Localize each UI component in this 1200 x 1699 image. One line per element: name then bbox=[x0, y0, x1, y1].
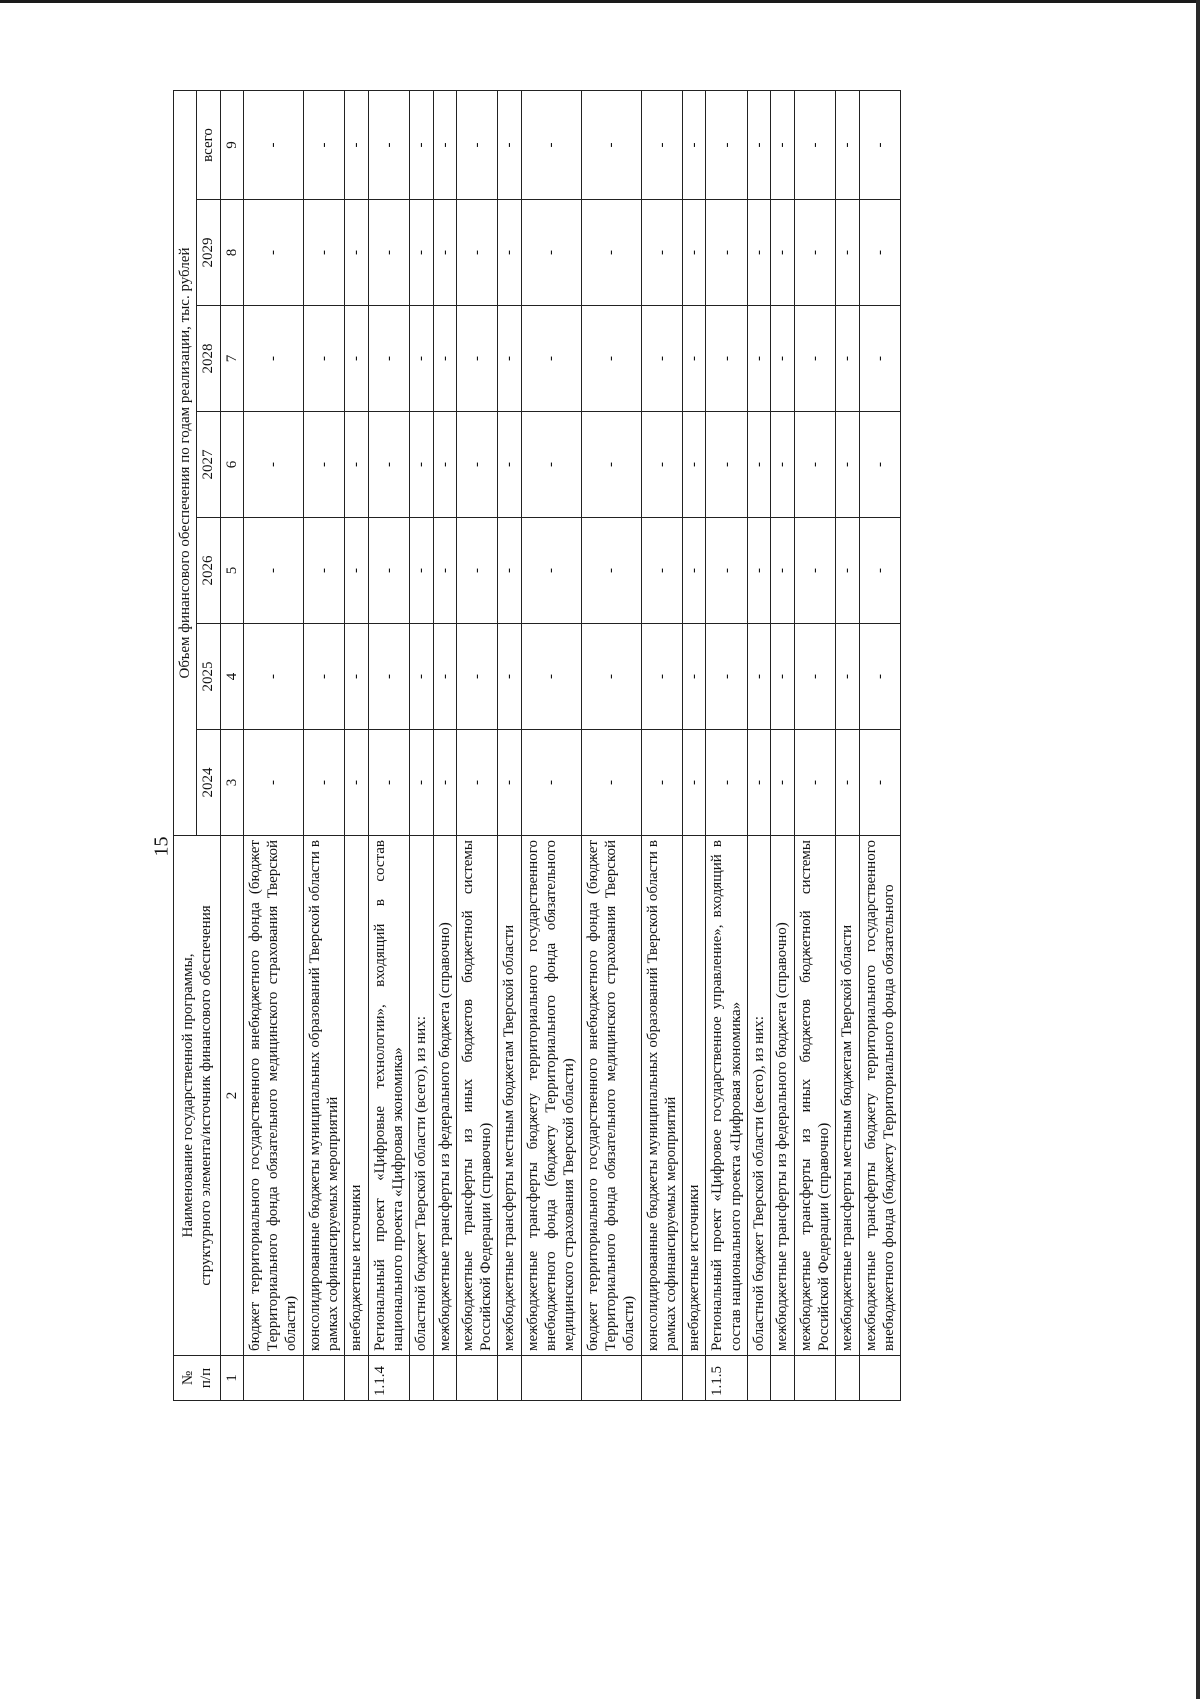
row-value: - bbox=[641, 624, 683, 730]
row-value: - bbox=[748, 306, 771, 412]
row-number bbox=[794, 1356, 836, 1401]
row-number bbox=[859, 1356, 901, 1401]
row-value: - bbox=[456, 200, 498, 306]
row-value: - bbox=[410, 412, 433, 518]
row-value: - bbox=[243, 91, 303, 200]
row-value: - bbox=[836, 730, 859, 836]
row-number bbox=[456, 1356, 498, 1401]
table-row bbox=[433, 91, 456, 1401]
table-row bbox=[641, 91, 683, 1401]
row-value: - bbox=[433, 412, 456, 518]
row-name: внебюджетные источники bbox=[345, 836, 368, 1356]
table-row bbox=[683, 91, 706, 1401]
row-value: - bbox=[456, 518, 498, 624]
row-number bbox=[410, 1356, 433, 1401]
row-value: - bbox=[521, 91, 581, 200]
row-value: - bbox=[410, 624, 433, 730]
row-value: - bbox=[433, 200, 456, 306]
row-number bbox=[303, 1356, 345, 1401]
row-value: - bbox=[683, 306, 706, 412]
row-value: - bbox=[243, 624, 303, 730]
row-value: - bbox=[581, 91, 641, 200]
row-value: - bbox=[243, 200, 303, 306]
row-number bbox=[345, 1356, 368, 1401]
row-value: - bbox=[456, 730, 498, 836]
row-value: - bbox=[581, 624, 641, 730]
financing-table bbox=[173, 90, 901, 1401]
row-value: - bbox=[456, 91, 498, 200]
row-value: - bbox=[581, 730, 641, 836]
row-value: - bbox=[794, 412, 836, 518]
row-value: - bbox=[771, 624, 794, 730]
row-value: - bbox=[368, 91, 410, 200]
row-value: - bbox=[345, 91, 368, 200]
row-value: - bbox=[683, 200, 706, 306]
row-value: - bbox=[706, 730, 748, 836]
row-value: - bbox=[794, 624, 836, 730]
row-value: - bbox=[859, 624, 901, 730]
row-value: - bbox=[243, 306, 303, 412]
row-number bbox=[683, 1356, 706, 1401]
row-name: межбюджетные трансферты местным бюджетам Тверской области bbox=[498, 836, 521, 1356]
row-value: - bbox=[410, 306, 433, 412]
row-value: - bbox=[303, 730, 345, 836]
row-number bbox=[771, 1356, 794, 1401]
row-value: - bbox=[771, 412, 794, 518]
row-value: - bbox=[243, 518, 303, 624]
row-value: - bbox=[794, 91, 836, 200]
row-value: - bbox=[433, 730, 456, 836]
row-value: - bbox=[498, 306, 521, 412]
row-value: - bbox=[748, 518, 771, 624]
header-year: 2026 bbox=[197, 518, 220, 624]
header-year: 2027 bbox=[197, 412, 220, 518]
header-year: 2024 bbox=[197, 730, 220, 836]
row-value: - bbox=[368, 624, 410, 730]
row-value: - bbox=[771, 730, 794, 836]
row-number bbox=[243, 1356, 303, 1401]
header-year: 2029 bbox=[197, 200, 220, 306]
table-row bbox=[521, 91, 581, 1401]
row-value: - bbox=[706, 306, 748, 412]
row-value: - bbox=[641, 91, 683, 200]
row-value: - bbox=[498, 730, 521, 836]
row-value: - bbox=[433, 91, 456, 200]
row-value: - bbox=[859, 730, 901, 836]
row-number bbox=[433, 1356, 456, 1401]
row-value: - bbox=[368, 730, 410, 836]
row-number bbox=[581, 1356, 641, 1401]
row-name: межбюджетные трансферты бюджету территориального государственного внебюджетного фонда (бюджету Территориального фонда обязательного медицинского страхования Тверской области) bbox=[521, 836, 581, 1356]
table-body bbox=[243, 91, 900, 1401]
row-value: - bbox=[243, 412, 303, 518]
row-number bbox=[498, 1356, 521, 1401]
table-row bbox=[794, 91, 836, 1401]
index-cell: 2 bbox=[220, 836, 243, 1356]
row-value: - bbox=[521, 412, 581, 518]
row-value: - bbox=[641, 518, 683, 624]
header-index-row bbox=[220, 91, 243, 1401]
row-name: Региональный проект «Цифровое государственное управление», входящий в состав национального проекта «Цифровая экономика» bbox=[706, 836, 748, 1356]
row-number bbox=[836, 1356, 859, 1401]
table-row bbox=[771, 91, 794, 1401]
row-value: - bbox=[433, 306, 456, 412]
table-row bbox=[706, 91, 748, 1401]
row-name: межбюджетные трансферты из федерального бюджета (справочно) bbox=[771, 836, 794, 1356]
row-value: - bbox=[794, 306, 836, 412]
index-cell: 4 bbox=[220, 624, 243, 730]
index-cell: 8 bbox=[220, 200, 243, 306]
page-number: 15 bbox=[150, 836, 173, 857]
header-total: всего bbox=[197, 91, 220, 200]
row-name: межбюджетные трансферты бюджету территориального государственного внебюджетного фонда (бюджету Территориального фонда обязательного bbox=[859, 836, 901, 1356]
row-value: - bbox=[456, 624, 498, 730]
row-value: - bbox=[706, 624, 748, 730]
row-value: - bbox=[521, 200, 581, 306]
header-year: 2028 bbox=[197, 306, 220, 412]
row-value: - bbox=[836, 412, 859, 518]
row-value: - bbox=[581, 200, 641, 306]
rotated-table-container bbox=[173, 91, 901, 1401]
table-row bbox=[243, 91, 303, 1401]
row-value: - bbox=[368, 412, 410, 518]
table-row bbox=[368, 91, 410, 1401]
row-value: - bbox=[683, 91, 706, 200]
row-value: - bbox=[859, 91, 901, 200]
row-value: - bbox=[521, 730, 581, 836]
header-year: 2025 bbox=[197, 624, 220, 730]
row-value: - bbox=[748, 412, 771, 518]
row-value: - bbox=[771, 200, 794, 306]
row-value: - bbox=[345, 412, 368, 518]
row-value: - bbox=[433, 624, 456, 730]
row-value: - bbox=[706, 200, 748, 306]
row-value: - bbox=[859, 306, 901, 412]
row-value: - bbox=[706, 91, 748, 200]
row-name: внебюджетные источники bbox=[683, 836, 706, 1356]
row-value: - bbox=[683, 412, 706, 518]
row-value: - bbox=[498, 91, 521, 200]
row-value: - bbox=[581, 518, 641, 624]
row-value: - bbox=[303, 518, 345, 624]
row-name: областной бюджет Тверской области (всего), из них: bbox=[748, 836, 771, 1356]
row-value: - bbox=[368, 518, 410, 624]
row-value: - bbox=[748, 624, 771, 730]
row-value: - bbox=[345, 730, 368, 836]
row-number bbox=[748, 1356, 771, 1401]
row-value: - bbox=[303, 306, 345, 412]
row-value: - bbox=[748, 730, 771, 836]
header-volume: Объем финансового обеспечения по годам реализации, тыс. рублей bbox=[174, 91, 197, 836]
row-value: - bbox=[243, 730, 303, 836]
scan-right-edge bbox=[1196, 0, 1200, 1699]
table-row bbox=[498, 91, 521, 1401]
row-number bbox=[641, 1356, 683, 1401]
row-value: - bbox=[641, 306, 683, 412]
row-value: - bbox=[345, 518, 368, 624]
row-value: - bbox=[859, 412, 901, 518]
row-value: - bbox=[794, 518, 836, 624]
row-name: бюджет территориального государственного внебюджетного фонда (бюджет Территориального фонда обязательного медицинского страхования Тверской области) bbox=[581, 836, 641, 1356]
row-value: - bbox=[771, 518, 794, 624]
row-value: - bbox=[368, 200, 410, 306]
header-name: Наименование государственной программы, структурного элемента/источник финансового обеспечения bbox=[174, 836, 221, 1356]
table-row bbox=[410, 91, 433, 1401]
row-value: - bbox=[345, 624, 368, 730]
row-value: - bbox=[748, 91, 771, 200]
row-value: - bbox=[433, 518, 456, 624]
index-cell: 7 bbox=[220, 306, 243, 412]
row-value: - bbox=[748, 200, 771, 306]
row-name: консолидированные бюджеты муниципальных образований Тверской области в рамках софинансируемых мероприятий bbox=[641, 836, 683, 1356]
table-row bbox=[581, 91, 641, 1401]
row-name: консолидированные бюджеты муниципальных образований Тверской области в рамках софинансируемых мероприятий bbox=[303, 836, 345, 1356]
row-number: 1.1.4 bbox=[368, 1356, 410, 1401]
row-value: - bbox=[836, 518, 859, 624]
row-value: - bbox=[498, 518, 521, 624]
index-cell: 6 bbox=[220, 412, 243, 518]
row-value: - bbox=[836, 200, 859, 306]
row-value: - bbox=[794, 730, 836, 836]
index-cell: 5 bbox=[220, 518, 243, 624]
row-value: - bbox=[498, 200, 521, 306]
row-value: - bbox=[581, 412, 641, 518]
row-value: - bbox=[303, 412, 345, 518]
row-value: - bbox=[521, 624, 581, 730]
row-value: - bbox=[521, 518, 581, 624]
row-number bbox=[521, 1356, 581, 1401]
row-value: - bbox=[303, 624, 345, 730]
row-value: - bbox=[641, 730, 683, 836]
table-row bbox=[859, 91, 901, 1401]
row-value: - bbox=[303, 91, 345, 200]
row-value: - bbox=[836, 624, 859, 730]
row-value: - bbox=[345, 200, 368, 306]
row-value: - bbox=[368, 306, 410, 412]
index-cell: 1 bbox=[220, 1356, 243, 1401]
row-value: - bbox=[794, 200, 836, 306]
row-value: - bbox=[771, 306, 794, 412]
row-value: - bbox=[303, 200, 345, 306]
table-row bbox=[748, 91, 771, 1401]
table-row bbox=[456, 91, 498, 1401]
row-value: - bbox=[641, 200, 683, 306]
table-row bbox=[303, 91, 345, 1401]
row-name: межбюджетные трансферты из федерального бюджета (справочно) bbox=[433, 836, 456, 1356]
row-value: - bbox=[859, 200, 901, 306]
row-name: межбюджетные трансферты из иных бюджетов бюджетной системы Российской Федерации (справочно) bbox=[794, 836, 836, 1356]
header-number: № п/п bbox=[174, 1356, 221, 1401]
index-cell: 9 bbox=[220, 91, 243, 200]
row-value: - bbox=[410, 91, 433, 200]
row-value: - bbox=[683, 518, 706, 624]
row-value: - bbox=[410, 518, 433, 624]
table-row bbox=[345, 91, 368, 1401]
table-row bbox=[836, 91, 859, 1401]
row-value: - bbox=[859, 518, 901, 624]
row-number: 1.1.5 bbox=[706, 1356, 748, 1401]
row-value: - bbox=[836, 306, 859, 412]
scan-top-edge bbox=[0, 0, 1200, 3]
row-name: межбюджетные трансферты местным бюджетам Тверской области bbox=[836, 836, 859, 1356]
row-name: бюджет территориального государственного внебюджетного фонда (бюджет Территориального фонда обязательного медицинского страхования Тверской области) bbox=[243, 836, 303, 1356]
row-value: - bbox=[706, 412, 748, 518]
row-value: - bbox=[345, 306, 368, 412]
table-header bbox=[174, 91, 244, 1401]
row-value: - bbox=[410, 730, 433, 836]
row-value: - bbox=[581, 306, 641, 412]
row-value: - bbox=[683, 730, 706, 836]
row-name: Региональный проект «Цифровые технологии», входящий в состав национального проекта «Цифровая экономика» bbox=[368, 836, 410, 1356]
row-value: - bbox=[521, 306, 581, 412]
row-value: - bbox=[456, 412, 498, 518]
row-value: - bbox=[410, 200, 433, 306]
row-value: - bbox=[498, 412, 521, 518]
row-name: межбюджетные трансферты из иных бюджетов бюджетной системы Российской Федерации (справочно) bbox=[456, 836, 498, 1356]
row-value: - bbox=[706, 518, 748, 624]
row-value: - bbox=[498, 624, 521, 730]
row-value: - bbox=[641, 412, 683, 518]
row-value: - bbox=[836, 91, 859, 200]
index-cell: 3 bbox=[220, 730, 243, 836]
row-name: областной бюджет Тверской области (всего), из них: bbox=[410, 836, 433, 1356]
row-value: - bbox=[771, 91, 794, 200]
row-value: - bbox=[683, 624, 706, 730]
row-value: - bbox=[456, 306, 498, 412]
